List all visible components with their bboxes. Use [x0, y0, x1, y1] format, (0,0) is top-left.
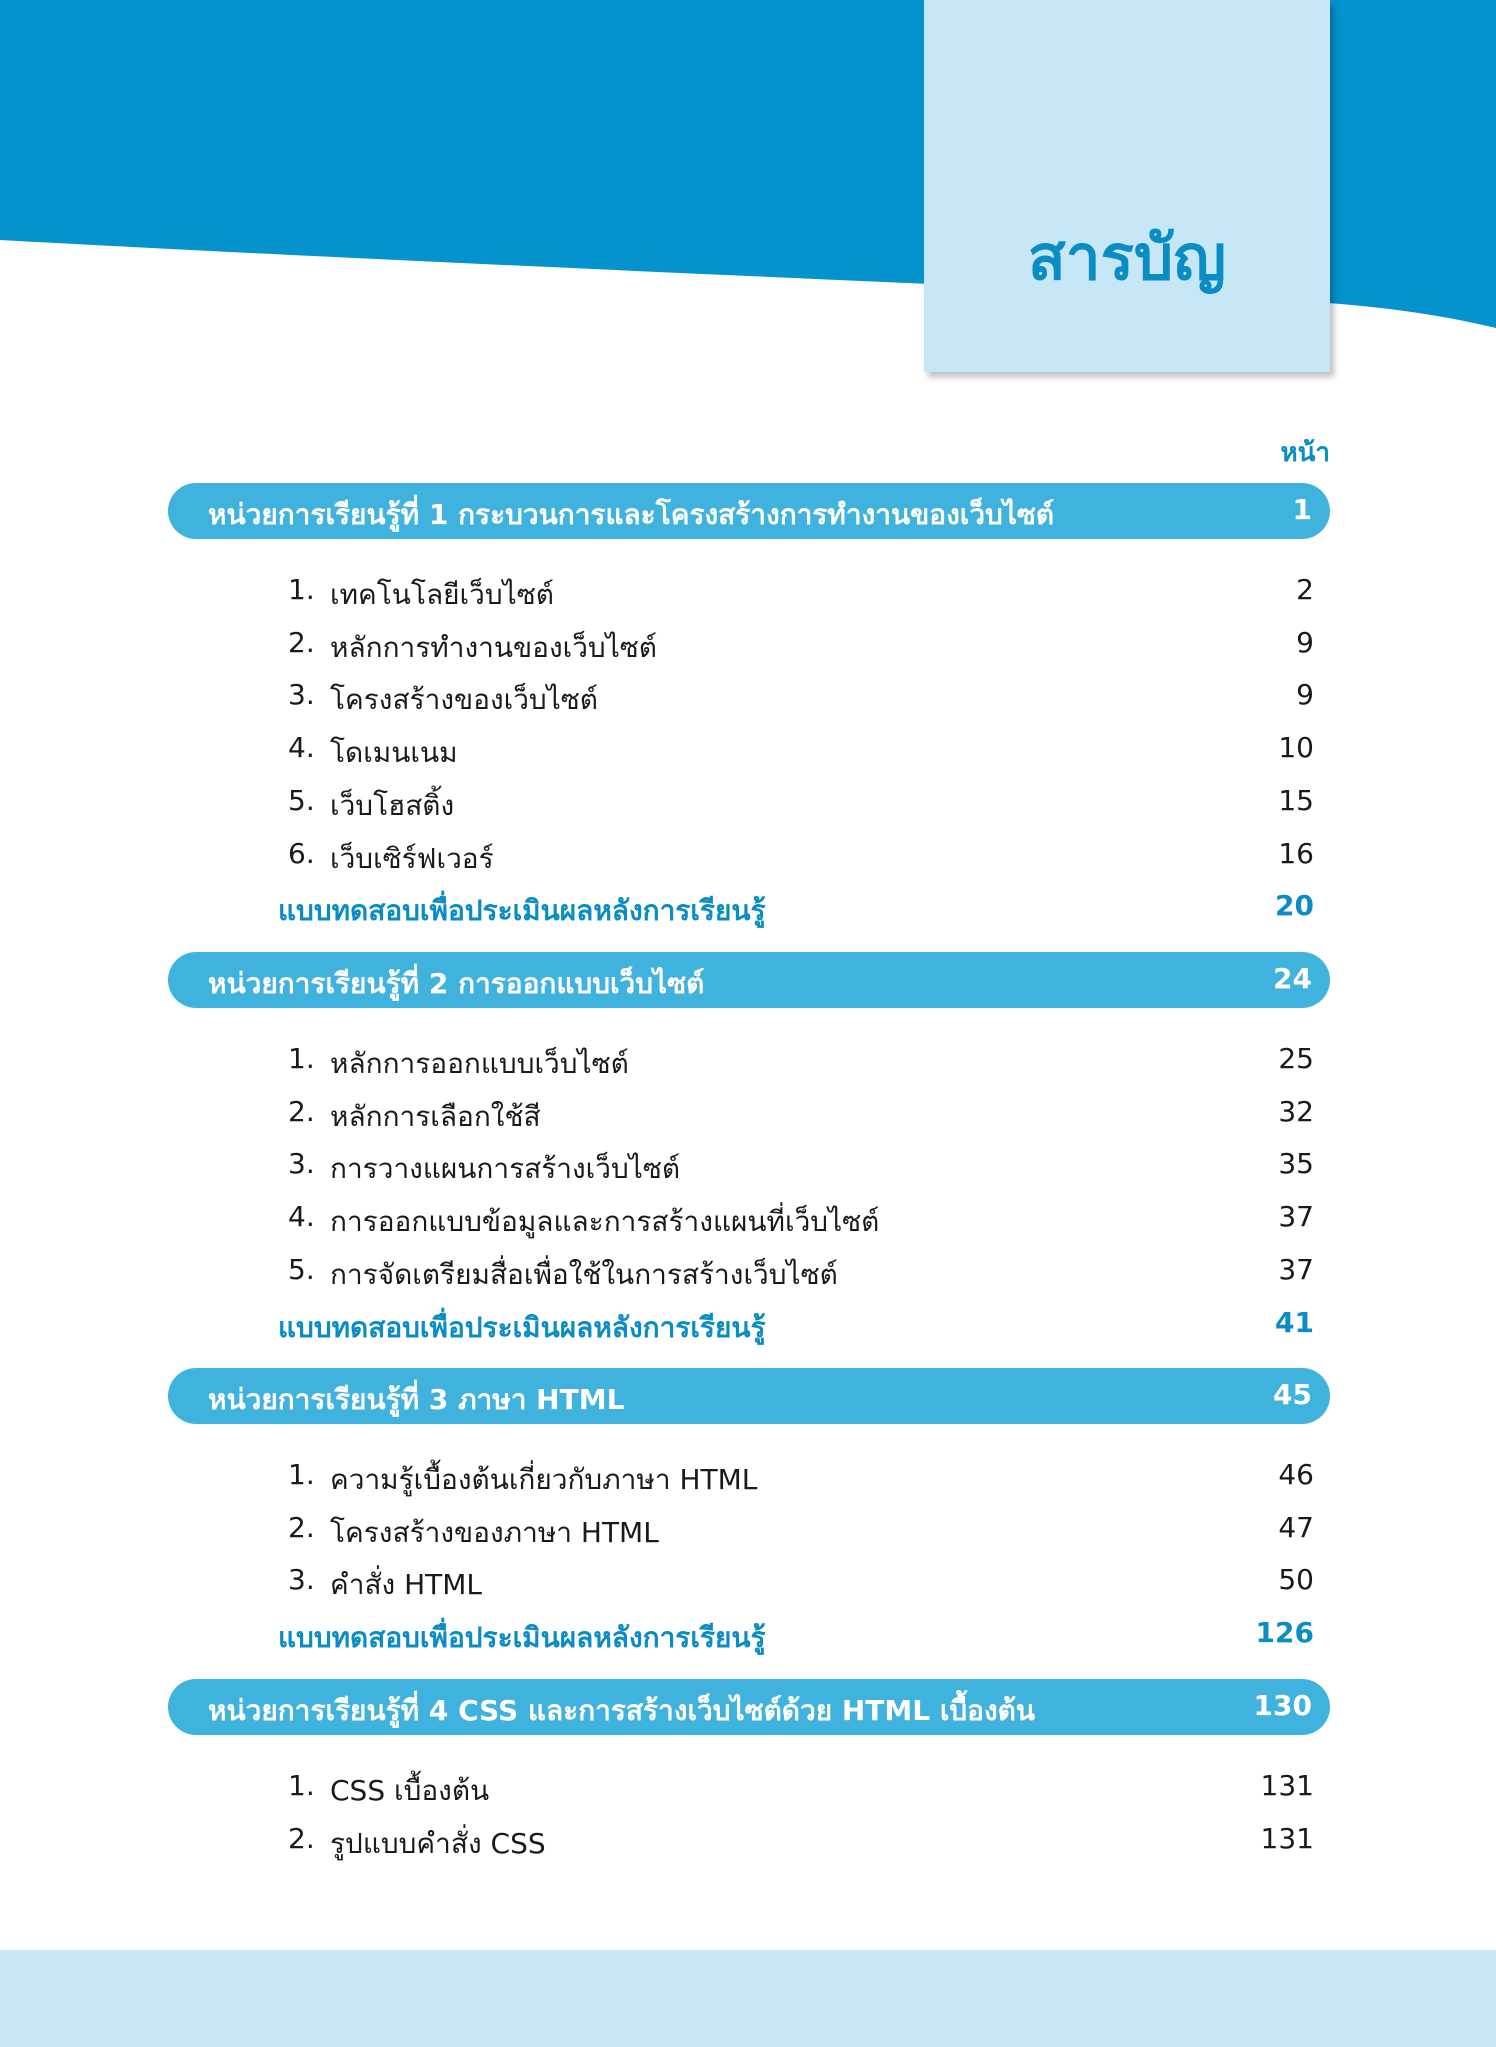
toc-item-number: 2. — [288, 1095, 315, 1128]
toc-test-title: แบบทดสอบเพื่อประเมินผลหลังการเรียนรู้ — [278, 1311, 766, 1344]
toc-item[interactable] — [288, 1091, 1314, 1135]
toc-item-title: รูปแบบคำสั่ง CSS — [330, 1827, 546, 1860]
toc-item-page: 32 — [1278, 1095, 1314, 1128]
toc-test-entry[interactable] — [278, 1302, 1314, 1346]
toc-item-title: เว็บโฮสติ้ง — [330, 789, 455, 822]
toc-item-title: การจัดเตรียมสื่อเพื่อใช้ในการสร้างเว็บไซต์ — [330, 1258, 838, 1291]
title-box — [924, 0, 1330, 372]
unit-heading-4[interactable] — [168, 1679, 1330, 1735]
toc-item-title: หลักการเลือกใช้สี — [330, 1100, 541, 1133]
toc-item-number: 4. — [288, 1200, 315, 1233]
toc-item-number: 3. — [288, 1147, 315, 1180]
toc-item-title: เว็บเซิร์ฟเวอร์ — [330, 842, 494, 875]
toc-item-title: หลักการทำงานของเว็บไซต์ — [330, 631, 657, 664]
toc-item-number: 6. — [288, 837, 315, 870]
unit-page: 45 — [1273, 1378, 1312, 1411]
page-column-label: หน้า — [1280, 438, 1330, 468]
toc-item-number: 1. — [288, 1458, 315, 1491]
toc-item[interactable] — [288, 674, 1314, 718]
toc-item-title: การวางแผนการสร้างเว็บไซต์ — [330, 1152, 680, 1185]
toc-item[interactable] — [288, 1559, 1314, 1603]
toc-item[interactable] — [288, 1143, 1314, 1187]
page-title: สารบัญ — [1027, 221, 1227, 294]
toc-item-number: 5. — [288, 1253, 315, 1286]
toc-test-page: 126 — [1255, 1616, 1314, 1649]
toc-item-title: CSS เบื้องต้น — [330, 1774, 490, 1807]
toc-item-number: 2. — [288, 1511, 315, 1544]
unit-title: หน่วยการเรียนรู้ที่ 4 CSS และการสร้างเว็บไซต์ด้วย HTML เบื้องต้น — [208, 1694, 1035, 1727]
toc-item-number: 2. — [288, 1822, 315, 1855]
toc-item-number: 4. — [288, 731, 315, 764]
unit-heading-3[interactable] — [168, 1368, 1330, 1424]
unit-page: 1 — [1292, 493, 1312, 526]
toc-item-number: 1. — [288, 573, 315, 606]
toc-item-number: 2. — [288, 626, 315, 659]
toc-item[interactable] — [288, 780, 1314, 824]
toc-test-title: แบบทดสอบเพื่อประเมินผลหลังการเรียนรู้ — [278, 894, 766, 927]
footer-band — [0, 1950, 1496, 2047]
toc-item[interactable] — [288, 622, 1314, 666]
toc-item-number: 5. — [288, 784, 315, 817]
toc-item-page: 9 — [1296, 626, 1314, 659]
toc-item[interactable] — [288, 833, 1314, 877]
toc-item-title: หลักการออกแบบเว็บไซต์ — [330, 1047, 629, 1080]
unit-page: 24 — [1273, 962, 1312, 995]
toc-item-page: 35 — [1278, 1147, 1314, 1180]
toc-test-entry[interactable] — [278, 1612, 1314, 1656]
toc-test-entry[interactable] — [278, 885, 1314, 929]
toc-item-title: เทคโนโลยีเว็บไซต์ — [330, 578, 554, 611]
toc-item-title: ความรู้เบื้องต้นเกี่ยวกับภาษา HTML — [330, 1463, 758, 1496]
toc-item[interactable] — [288, 569, 1314, 613]
toc-item-page: 46 — [1278, 1458, 1314, 1491]
toc-item-number: 1. — [288, 1769, 315, 1802]
toc-test-page: 20 — [1275, 889, 1314, 922]
toc-item-page: 131 — [1260, 1769, 1314, 1802]
toc-item-page: 47 — [1278, 1511, 1314, 1544]
toc-item[interactable] — [288, 1249, 1314, 1293]
toc-item-number: 1. — [288, 1042, 315, 1075]
toc-test-title: แบบทดสอบเพื่อประเมินผลหลังการเรียนรู้ — [278, 1621, 766, 1654]
toc-item[interactable] — [288, 1765, 1314, 1809]
toc-item-number: 3. — [288, 1563, 315, 1596]
toc-item[interactable] — [288, 1454, 1314, 1498]
unit-title: หน่วยการเรียนรู้ที่ 2 การออกแบบเว็บไซต์ — [208, 967, 705, 1000]
toc-item-title: คำสั่ง HTML — [330, 1568, 483, 1601]
toc-item-title: โดเมนเนม — [330, 736, 458, 769]
toc-item[interactable] — [288, 1038, 1314, 1082]
toc-item[interactable] — [288, 1818, 1314, 1862]
unit-title: หน่วยการเรียนรู้ที่ 1 กระบวนการและโครงสร้างการทำงานของเว็บไซต์ — [208, 498, 1055, 531]
toc-item[interactable] — [288, 1196, 1314, 1240]
toc-item-page: 15 — [1278, 784, 1314, 817]
toc-item-page: 50 — [1278, 1563, 1314, 1596]
unit-title: หน่วยการเรียนรู้ที่ 3 ภาษา HTML — [208, 1383, 625, 1416]
toc-item-page: 37 — [1278, 1200, 1314, 1233]
toc-item[interactable] — [288, 727, 1314, 771]
toc-item-page: 10 — [1278, 731, 1314, 764]
toc-item-page: 25 — [1278, 1042, 1314, 1075]
toc-item-title: โครงสร้างของภาษา HTML — [330, 1516, 659, 1549]
unit-heading-2[interactable] — [168, 952, 1330, 1008]
toc-test-page: 41 — [1275, 1306, 1314, 1339]
toc-item-page: 2 — [1296, 573, 1314, 606]
unit-heading-1[interactable] — [168, 483, 1330, 539]
toc-item-number: 3. — [288, 678, 315, 711]
toc-item-title: โครงสร้างของเว็บไซต์ — [330, 683, 598, 716]
toc-item[interactable] — [288, 1507, 1314, 1551]
toc-item-page: 37 — [1278, 1253, 1314, 1286]
toc-item-page: 131 — [1260, 1822, 1314, 1855]
toc-item-title: การออกแบบข้อมูลและการสร้างแผนที่เว็บไซต์ — [330, 1205, 880, 1238]
toc-item-page: 16 — [1278, 837, 1314, 870]
unit-page: 130 — [1253, 1689, 1312, 1722]
toc-item-page: 9 — [1296, 678, 1314, 711]
